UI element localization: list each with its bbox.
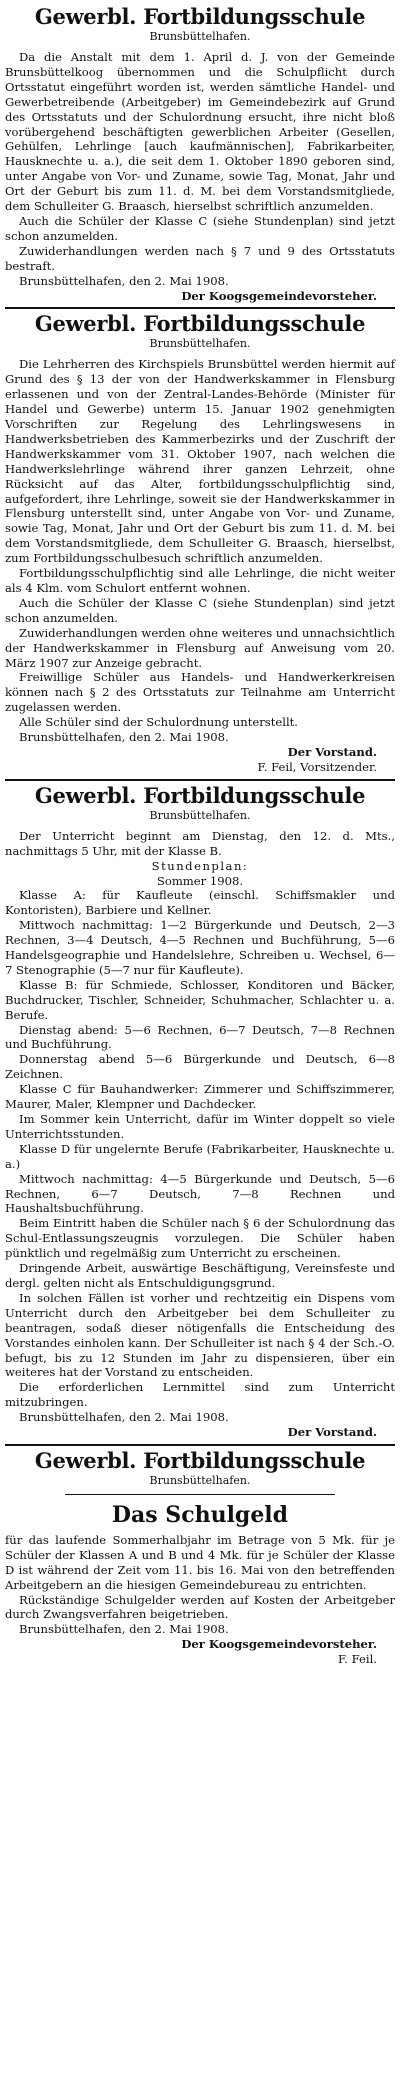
- notice-school-fee: [5, 1448, 395, 1667]
- season: Sommer 1908.: [156, 873, 244, 888]
- place-date: Brunsbüttelhafen, den 2. Mai 1908.: [19, 1410, 229, 1425]
- paragraph: Der Unterricht beginnt am Dienstag, den 12. d. Mts., nachmittags 5 Uhr, mit der Klasse B.: [5, 828, 395, 858]
- signature: Der Vorstand.: [287, 1425, 377, 1440]
- paragraph: Zuwiderhandlungen werden ohne weiteres und unnachsichtlich der Handwerkskammer in Flensburg auf Anweisung vom 20. März 1907 zur Anzeige gebracht.: [5, 625, 395, 670]
- paragraph: Dienstag abend: 5—6 Rechnen, 6—7 Deutsch, 7—8 Rechnen und Buchführung.: [5, 1022, 395, 1052]
- paragraph: Klasse D für ungelernte Berufe (Fabrikarbeiter, Hausknechte u. a.): [5, 1141, 395, 1171]
- divider: [65, 1494, 335, 1495]
- school-fee-title: Das Schulgeld: [111, 1501, 289, 1528]
- signature: Der Vorstand.: [287, 744, 377, 759]
- paragraph: Zuwiderhandlungen werden nach § 7 und 9 des Ortsstatuts bestraft.: [5, 243, 395, 273]
- paragraph: Freiwillige Schüler aus Handels- und Handwerkerkreisen können nach § 2 des Ortsstatuts zur Teilnahme am Unterricht zugelassen werden.: [5, 670, 395, 715]
- paragraph: Mittwoch nachmittag: 4—5 Bürgerkunde und Deutsch, 5—6 Rechnen, 6—7 Deutsch, 7—8 Rechnen und Haushaltsbuchführung.: [5, 1171, 395, 1216]
- notice-headline: Gewerbl. Fortbildungsschule: [34, 311, 366, 337]
- notice-headline: Gewerbl. Fortbildungsschule: [34, 1447, 366, 1473]
- paragraph: Da die Anstalt mit dem 1. April d. J. von der Gemeinde Brunsbüttelkoog übernommen und die Schulpflicht durch Ortsstatut eingeführt worden ist, werden sämtliche Handel- und Gewerbetreibende (Arbeitgeber) im Gemeindebezirk auf Grund des Ortsstatuts und der Schulordnung ersucht, ihre nicht bloß vorübergehend beschäftigten gewerblichen Arbeiter (Gesellen, Gehülfen, Lehrlinge [auch kaufmännischen], Fabrikarbeiter, Hausknechte u. a.), die seit dem 1. Oktober 1890 geboren sind, unter Angabe von Vor- und Zuname, sowie Tag, Monat, Jahr und Ort der Geburt bis zum 11. d. M. bei dem Vorstandsmitgliede, dem Schulleiter G. Braasch, hierselbst schriftlich anzumelden.: [5, 50, 395, 214]
- notice-subheading: Brunsbüttelhafen.: [149, 30, 251, 43]
- signer: F. Feil.: [338, 1652, 377, 1667]
- paragraph: Die Lehrherren des Kirchspiels Brunsbüttel werden hiermit auf Grund des § 13 der von der Handwerkskammer in Flensburg erlassenen und von der Zentral-Landes-Behörde (Minister für Handel und Gewerbe) unterm 15. Januar 1902 genehmigten Vorschriften zur Regelung des Lehrlingswesens in Handwerksbetrieben des Kammerbezirks und der Zuschrift der Handwerkskammer vom 31. Oktober 1907, nach welchen die Handwerkslehrlinge während ihrer ganzen Lehrzeit, ohne Rücksicht auf das Alter, fortbildungsschulpflichtig sind, aufgefordert, ihre Lehrlinge, soweit sie der Handwerkskammer in Flensburg unterstellt sind, unter Angabe von Vor- und Zuname, sowie Tag, Monat, Jahr und Ort der Geburt bis zum 11. d. M. bei dem Vorstandsmitgliede, dem Schulleiter G. Braasch, hierselbst, zum Fortbildungsschulbesuch schriftlich anzumelden.: [5, 357, 395, 566]
- paragraph: Beim Eintritt haben die Schüler nach § 6 der Schulordnung das Schul-Entlassungszeugnis vorzulegen. Die Schüler haben pünktlich und regelmäßig zum Unterricht zu erscheinen.: [5, 1216, 395, 1261]
- schedule-title: Stundenplan:: [151, 858, 249, 873]
- notice-apprentices: [5, 311, 395, 780]
- paragraph: Klasse C für Bauhandwerker: Zimmerer und Schiffszimmerer, Maurer, Maler, Klempner und Dachdecker.: [5, 1082, 395, 1112]
- notice-registration: [5, 4, 395, 309]
- paragraph: Fortbildungsschulpflichtig sind alle Lehrlinge, die nicht weiter als 4 Klm. vom Schulort entfernt wohnen.: [5, 566, 395, 595]
- signature: Der Koogsgemeindevorsteher.: [181, 1637, 377, 1652]
- paragraph: Klasse A: für Kaufleute (einschl. Schiffsmakler und Kontoristen), Barbiere und Kellner.: [5, 888, 395, 918]
- place-date: Brunsbüttelhafen, den 2. Mai 1908.: [19, 1622, 229, 1637]
- divider: [5, 307, 395, 309]
- notice-subheading: Brunsbüttelhafen.: [149, 808, 251, 822]
- paragraph: Mittwoch nachmittag: 1—2 Bürgerkunde und Deutsch, 2—3 Rechnen, 3—4 Deutsch, 4—5 Rechnen und Buchführung, 5—6 Handelsgeographie und Handelslehre, Schreiben u. Wechsel, 6—7 Stenographie (5—7 nur für Kaufleute).: [5, 918, 395, 977]
- paragraph: Klasse B: für Schmiede, Schlosser, Konditoren und Bäcker, Buchdrucker, Tischler, Schneider, Schuhmacher, Schlachter u. a. Berufe.: [5, 977, 395, 1022]
- divider: [5, 779, 395, 781]
- paragraph: Rückständige Schulgelder werden auf Kosten der Arbeitgeber durch Zwangsverfahren beigetrieben.: [5, 1592, 395, 1622]
- place-date: Brunsbüttelhafen, den 2. Mai 1908.: [19, 730, 229, 745]
- signature: Der Koogsgemeindevorsteher.: [181, 288, 377, 303]
- paragraph: Dringende Arbeit, auswärtige Beschäftigung, Vereinsfeste und dergl. gelten nicht als Entschuldigungsgrund.: [5, 1261, 395, 1290]
- notice-timetable: [5, 783, 395, 1446]
- paragraph: Im Sommer kein Unterricht, dafür im Winter doppelt so viele Unterrichtsstunden.: [5, 1112, 395, 1141]
- notice-headline: Gewerbl. Fortbildungsschule: [34, 4, 366, 29]
- notice-headline: Gewerbl. Fortbildungsschule: [34, 782, 366, 808]
- paragraph: Auch die Schüler der Klasse C (siehe Stundenplan) sind jetzt schon anzumelden.: [5, 595, 395, 625]
- divider: [5, 1444, 395, 1446]
- paragraph: In solchen Fällen ist vorher und rechtzeitig ein Dispens vom Unterricht durch den Arbeitgeber bei dem Schulleiter zu beantragen, sodaß dieser nötigenfalls die Entscheidung des Vorstandes einholen kann. Der Schulleiter ist nach § 4 der Sch.-O. befugt, bis zu 12 Stunden im Jahr zu dispensieren, über ein weiteres hat der Vorstand zu entscheiden.: [5, 1290, 395, 1380]
- signer: F. Feil, Vorsitzender.: [257, 759, 377, 774]
- notice-subheading: Brunsbüttelhafen.: [149, 337, 251, 351]
- place-date: Brunsbüttelhafen, den 2. Mai 1908.: [19, 273, 229, 288]
- paragraph: Auch die Schüler der Klasse C (siehe Stundenplan) sind jetzt schon anzumelden.: [5, 213, 395, 243]
- paragraph: für das laufende Sommerhalbjahr im Betrage von 5 Mk. für je Schüler der Klassen A und B und 4 Mk. für je Schüler der Klasse D ist während der Zeit vom 11. bis 16. Mai von den betreffenden Arbeitgebern an die hiesigen Gemeindebureau zu entrichten.: [5, 1532, 395, 1592]
- paragraph: Alle Schüler sind der Schulordnung unterstellt.: [19, 715, 298, 730]
- notice-subheading: Brunsbüttelhafen.: [149, 1473, 251, 1487]
- paragraph: Donnerstag abend 5—6 Bürgerkunde und Deutsch, 6—8 Zeichnen.: [5, 1052, 395, 1082]
- paragraph: Die erforderlichen Lernmittel sind zum Unterricht mitzubringen.: [5, 1380, 395, 1410]
